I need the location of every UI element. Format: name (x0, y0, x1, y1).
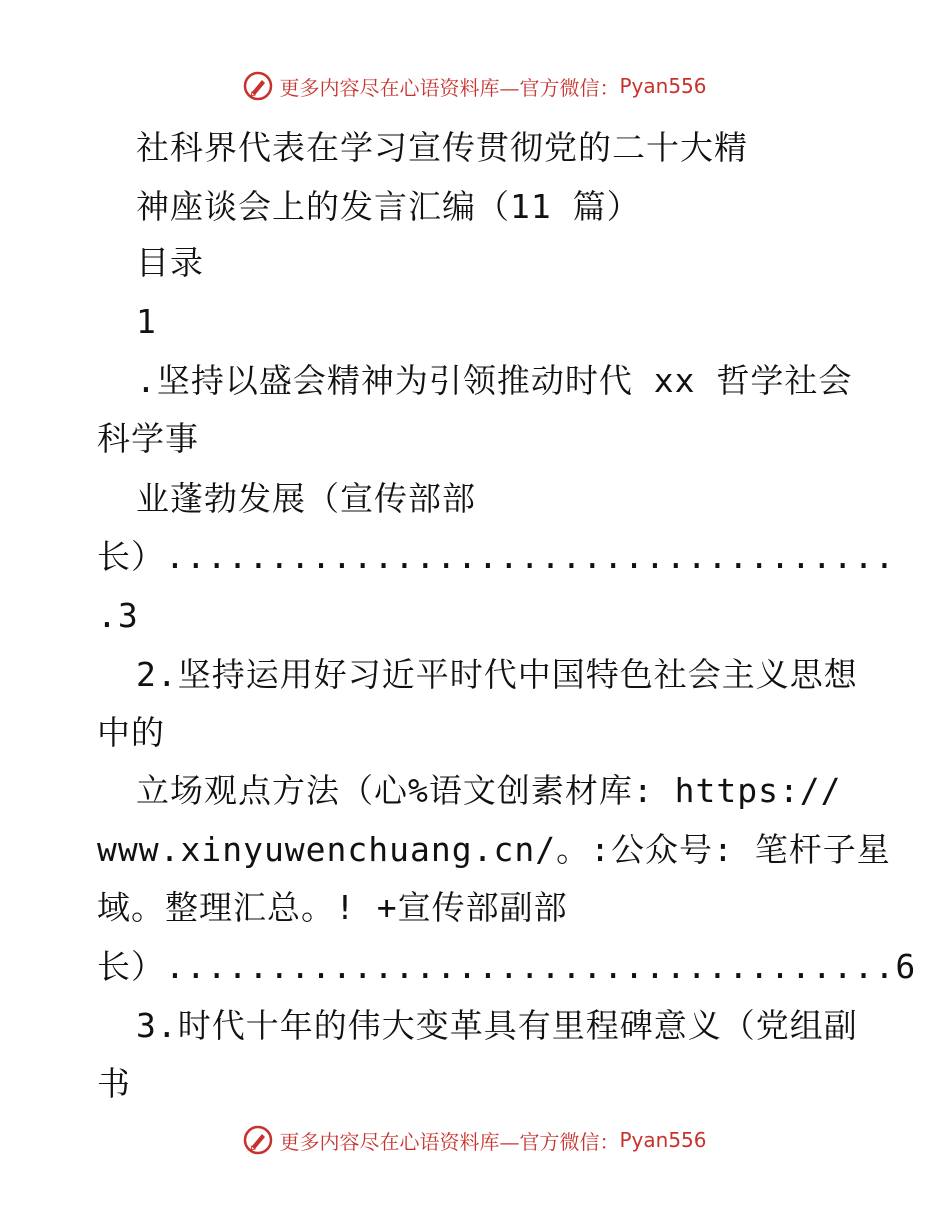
pen-logo-icon (243, 71, 273, 101)
footer-watermark (0, 1125, 950, 1155)
toc-item-1-line-3: 业蓬勃发展（宣传部部 (136, 479, 476, 518)
toc-item-1-page: .3 (97, 596, 139, 635)
watermark-wechat-id: Pyan556 (619, 1128, 707, 1152)
toc-item-1-line-4: 长）................................... (97, 537, 896, 576)
toc-item-2-line-2: 中的 (97, 713, 165, 752)
toc-item-2-line-3: 立场观点方法（心%语文创素材库: https:// (136, 771, 842, 810)
toc-item-3-line-1: 3.时代十年的伟大变革具有里程碑意义（党组副 (136, 1006, 858, 1045)
toc-item-2-line-1: 2.坚持运用好习近平时代中国特色社会主义思想 (136, 655, 858, 694)
header-watermark (0, 71, 950, 101)
toc-item-2-line-5: 域。整理汇总。! +宣传部副部 (97, 888, 568, 927)
doc-title-line-2: 神座谈会上的发言汇编（11 篇） (136, 187, 641, 226)
toc-item-2-line-6: 长）...................................6 (97, 947, 917, 986)
toc-item-2-line-4: www.xinyuwenchuang.cn/。:公众号: 笔杆子星 (97, 830, 891, 869)
toc-heading: 目录 (136, 243, 204, 282)
watermark-text: 更多内容尽在心语资料库—官方微信： (279, 1129, 620, 1154)
watermark-text: 更多内容尽在心语资料库—官方微信： (279, 75, 620, 100)
toc-item-1-line-1: .坚持以盛会精神为引领推动时代 xx 哲学社会 (136, 361, 853, 400)
pen-logo-icon (243, 1125, 273, 1155)
doc-title-line-1: 社科界代表在学习宣传贯彻党的二十大精 (136, 128, 748, 167)
watermark-wechat-id: Pyan556 (619, 74, 707, 98)
toc-number: 1 (136, 302, 157, 341)
toc-item-1-line-2: 科学事 (97, 419, 199, 458)
toc-item-3-line-2: 书 (97, 1064, 131, 1103)
